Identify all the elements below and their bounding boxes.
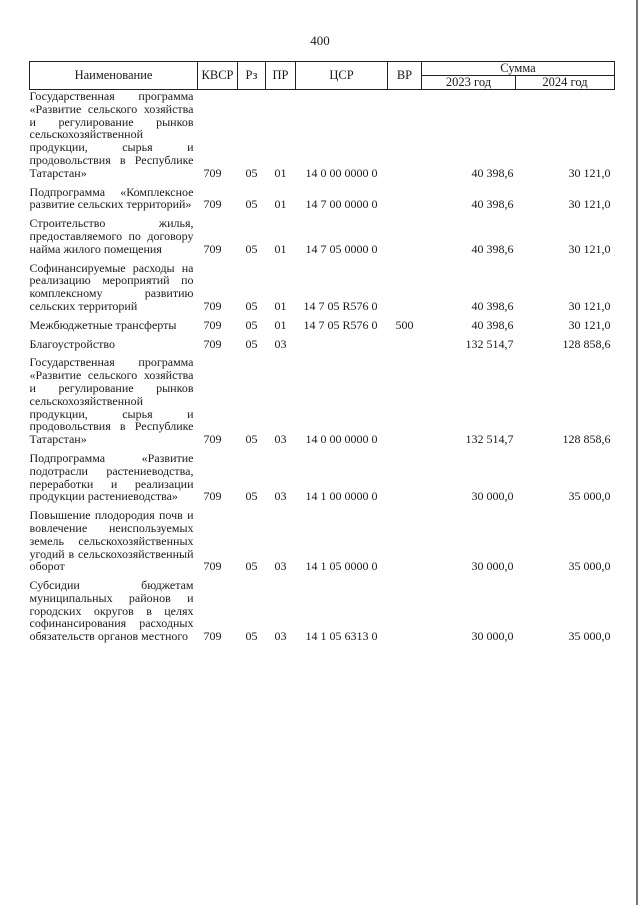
row-vr [388, 509, 422, 573]
row-kvsr: 709 [203, 241, 222, 256]
table-row [30, 338, 615, 351]
header-2023: 2023 год [422, 76, 516, 90]
header-2024: 2024 год [516, 76, 615, 90]
row-kvsr: 709 [203, 489, 222, 504]
page-edge-line [636, 0, 638, 905]
table-row [30, 186, 615, 212]
budget-table [29, 61, 615, 643]
row-sum-2023: 30 000,0 [471, 559, 514, 574]
row-rz: 05 [245, 559, 258, 574]
row-pr: 03 [274, 489, 287, 504]
row-csr: 14 7 05 0000 0 [305, 241, 378, 256]
table-row [30, 509, 615, 573]
header-kvsr: КВСР [198, 62, 238, 90]
row-rz: 05 [245, 489, 258, 504]
row-csr: 14 7 05 R576 0 [303, 298, 378, 313]
row-csr [296, 338, 388, 351]
table-header [30, 62, 615, 90]
row-pr: 03 [274, 336, 287, 351]
row-pr: 01 [274, 241, 287, 256]
row-rz: 05 [245, 165, 258, 180]
header-sum: Сумма [422, 62, 615, 76]
row-sum-2023: 30 000,0 [471, 489, 514, 504]
row-vr [388, 356, 422, 446]
page-number: 400 [310, 33, 330, 48]
row-name: Подпрограмма «Развитие подотрасли растениеводства, переработки и реализации продукции растениеводства» [29, 450, 194, 504]
row-pr: 01 [274, 197, 287, 212]
row-kvsr: 709 [203, 165, 222, 180]
row-csr: 14 0 00 0000 0 [305, 432, 378, 447]
row-name: Софинансируемые расходы на реализацию мероприятий по комплексному развитию сельских территорий [29, 260, 194, 313]
row-rz: 05 [245, 432, 258, 447]
row-csr: 14 1 00 0000 0 [305, 489, 378, 504]
row-kvsr: 709 [203, 298, 222, 313]
row-pr: 01 [274, 317, 287, 332]
row-pr: 03 [274, 559, 287, 574]
row-sum-2024: 30 121,0 [568, 165, 611, 180]
row-csr: 14 1 05 0000 0 [305, 559, 378, 574]
row-rz: 05 [245, 317, 258, 332]
header-name: Наименование [30, 62, 198, 90]
row-pr: 03 [274, 432, 287, 447]
row-sum-2024: 30 121,0 [568, 298, 611, 313]
row-sum-2024: 128 858,6 [562, 336, 611, 351]
row-kvsr: 709 [203, 336, 222, 351]
row-vr [388, 186, 422, 212]
row-pr: 03 [274, 629, 287, 644]
row-csr: 14 0 00 0000 0 [305, 165, 378, 180]
row-sum-2023: 132 514,7 [465, 336, 514, 351]
row-name: Благоустройство [29, 336, 116, 351]
row-name: Повышение плодородия почв и вовлечение неиспользуемых земель сельскохозяйственных угодий в сельскохозяйственный оборот [29, 508, 194, 574]
row-sum-2023: 40 398,6 [471, 298, 514, 313]
header-vr: ВР [388, 62, 422, 90]
table-row [30, 319, 615, 332]
row-csr: 14 7 00 0000 0 [305, 197, 378, 212]
row-rz: 05 [245, 241, 258, 256]
row-sum-2023: 132 514,7 [465, 432, 514, 447]
row-name: Государственная программа «Развитие сельского хозяйства и регулирование рынков сельскохозяйственной продукции, сырья и продовольствия в Республике Татарстан» [29, 355, 194, 447]
row-sum-2023: 40 398,6 [471, 317, 514, 332]
row-vr [388, 338, 422, 351]
row-name: Межбюджетные трансферты [29, 317, 177, 332]
row-sum-2024: 30 121,0 [568, 317, 611, 332]
row-name: Строительство жилья, предоставляемого по договору найма жилого помещения [29, 216, 194, 256]
row-pr: 01 [274, 165, 287, 180]
table-row [30, 356, 615, 446]
table-row [30, 452, 615, 503]
row-kvsr: 709 [203, 317, 222, 332]
row-sum-2024: 30 121,0 [568, 241, 611, 256]
row-sum-2023: 40 398,6 [471, 197, 514, 212]
row-vr [388, 579, 422, 643]
row-rz: 05 [245, 197, 258, 212]
row-rz: 05 [245, 336, 258, 351]
row-csr: 14 1 05 6313 0 [305, 629, 378, 644]
row-name: Подпрограмма «Комплексное развитие сельских территорий» [29, 184, 194, 212]
row-sum-2024: 35 000,0 [568, 559, 611, 574]
row-vr [388, 452, 422, 503]
row-name: Субсидии бюджетам муниципальных районов и городских округов в целях софинансирования расходных обязательств органов местного [29, 578, 194, 644]
table-body [30, 90, 615, 644]
table-row [30, 217, 615, 255]
row-sum-2024: 35 000,0 [568, 489, 611, 504]
row-kvsr: 709 [203, 432, 222, 447]
header-csr: ЦСР [296, 62, 388, 90]
row-sum-2024: 128 858,6 [562, 432, 611, 447]
table-row [30, 262, 615, 313]
table-row [30, 90, 615, 180]
row-vr: 500 [395, 317, 414, 332]
row-sum-2023: 40 398,6 [471, 165, 514, 180]
row-sum-2024: 30 121,0 [568, 197, 611, 212]
row-sum-2024: 35 000,0 [568, 629, 611, 644]
row-pr: 01 [274, 298, 287, 313]
row-kvsr: 709 [203, 559, 222, 574]
row-vr [388, 217, 422, 255]
row-kvsr: 709 [203, 629, 222, 644]
row-kvsr: 709 [203, 197, 222, 212]
header-pr: ПР [266, 62, 296, 90]
row-csr: 14 7 05 R576 0 [303, 317, 378, 332]
row-vr [388, 90, 422, 180]
header-rz: Рз [238, 62, 266, 90]
row-rz: 05 [245, 629, 258, 644]
row-sum-2023: 40 398,6 [471, 241, 514, 256]
row-sum-2023: 30 000,0 [471, 629, 514, 644]
row-vr [388, 262, 422, 313]
table-row [30, 579, 615, 643]
row-rz: 05 [245, 298, 258, 313]
row-name: Государственная программа «Развитие сельского хозяйства и регулирование рынков сельскохозяйственной продукции, сырья и продовольствия в Республике Татарстан» [29, 89, 194, 180]
